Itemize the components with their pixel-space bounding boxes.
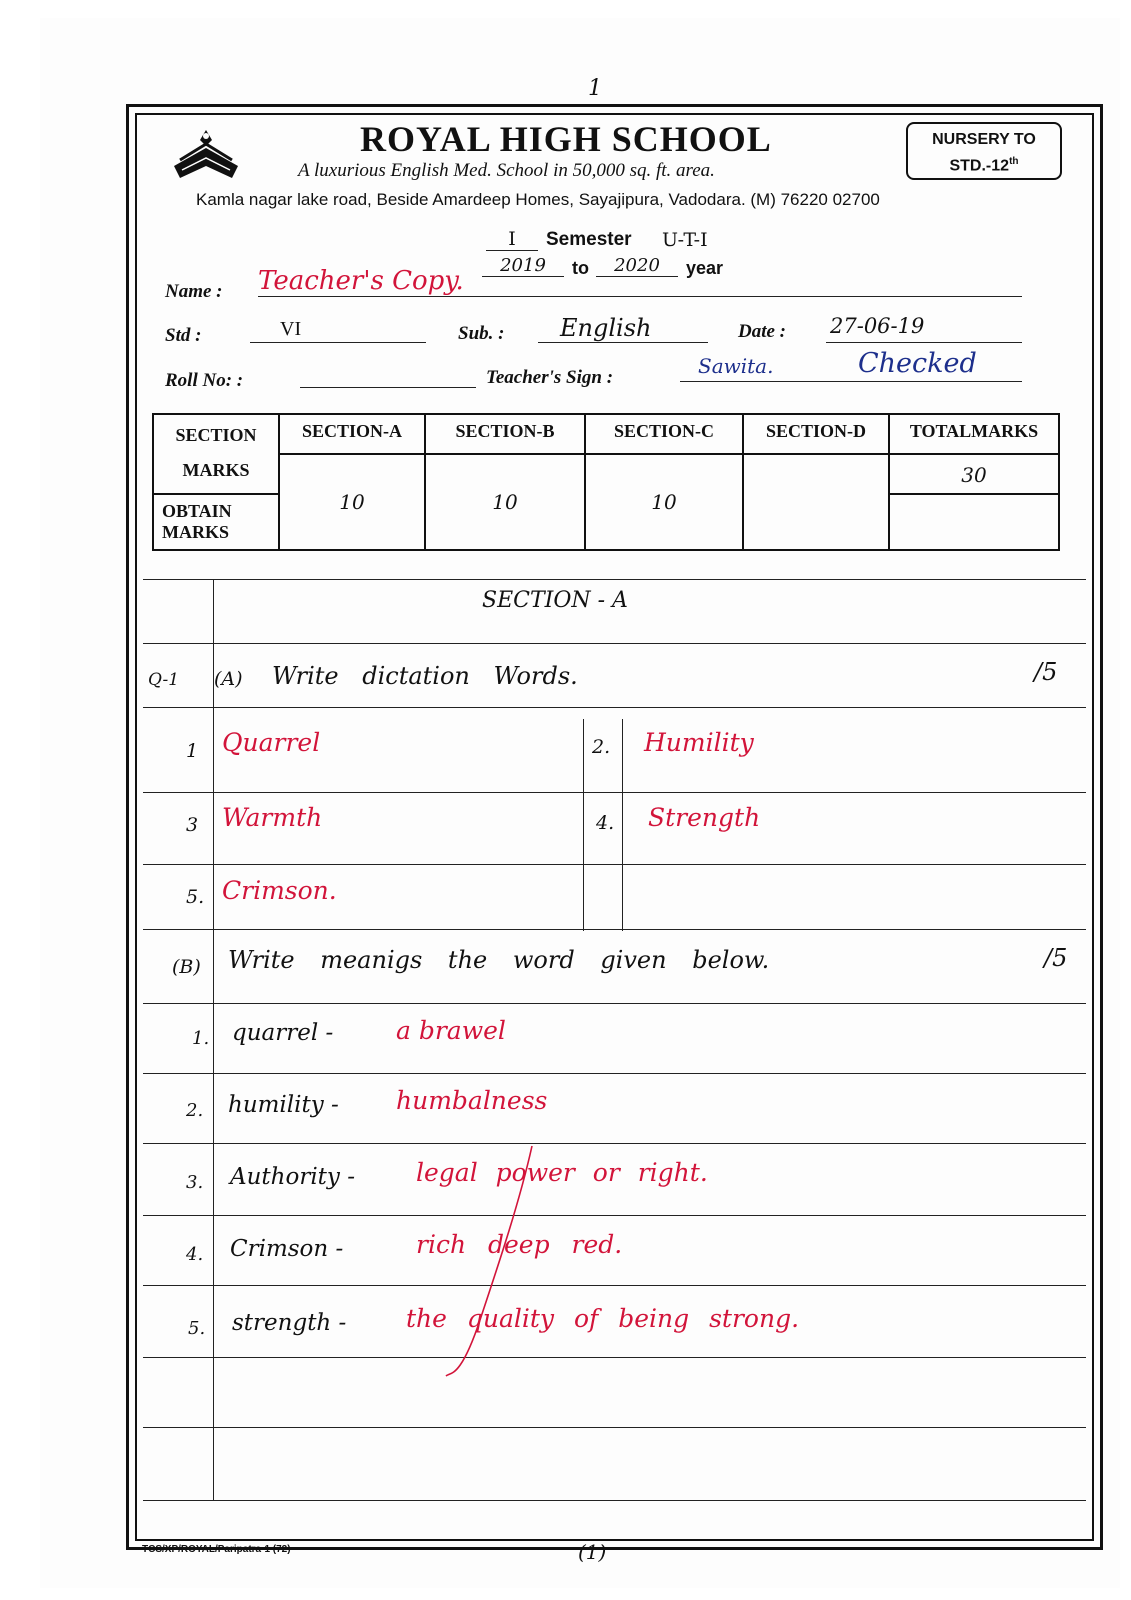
meaning-word-5: strength - <box>232 1310 347 1336</box>
marks-section-a: 10 <box>279 454 425 550</box>
marks-section-c: 10 <box>585 454 743 550</box>
school-logo-icon <box>170 126 242 188</box>
meaning-word-1: quarrel - <box>232 1020 334 1046</box>
year-to-label: to <box>572 258 589 278</box>
q1-number: Q-1 <box>148 670 180 690</box>
q1b-marks: /5 <box>1044 944 1068 972</box>
teacher-signature: Sawita. <box>698 354 774 378</box>
meaning-num-2: 2. <box>186 1100 204 1121</box>
name-label: Name : <box>165 281 223 302</box>
school-name: ROYAL HIGH SCHOOL <box>360 119 772 159</box>
section-a-heading: SECTION - A <box>482 588 628 613</box>
name-line <box>258 296 1022 297</box>
semester-label: Semester <box>546 229 632 250</box>
std-line <box>250 342 426 343</box>
std-value: VI <box>280 318 302 340</box>
meaning-answer-2: humbalness <box>396 1086 548 1115</box>
col-header-total-marks: TOTALMARKS <box>889 414 1059 454</box>
year-to: 2020 <box>596 255 678 277</box>
checked-remark: Checked <box>858 348 977 379</box>
subject-value: English <box>560 314 652 342</box>
exam-code: U-T-I <box>662 229 708 251</box>
subject-label: Sub. : <box>458 323 505 344</box>
marks-section-b: 10 <box>425 454 585 550</box>
school-tagline: A luxurious English Med. School in 50,000 sq. ft. area. <box>298 160 715 181</box>
meaning-answer-3: legal power or right. <box>416 1158 708 1187</box>
meaning-word-4: Crimson - <box>230 1236 344 1262</box>
dictation-word-1: Quarrel <box>222 728 321 757</box>
marks-total-obtained <box>889 494 1059 550</box>
form-code-footer: TCS/XP/ROYAL/Paripatra-1 (72) <box>142 1544 291 1555</box>
name-value: Teacher's Copy. <box>258 266 464 296</box>
row-header-section-marks: SECTION MARKS <box>153 414 279 494</box>
q1b-prefix: (B) <box>172 956 201 978</box>
meaning-answer-4: rich deep red. <box>416 1230 623 1259</box>
year-from: 2019 <box>482 255 564 277</box>
col-header-section-b: SECTION-B <box>425 414 585 454</box>
dictation-word-4: Strength <box>648 803 761 832</box>
meaning-word-2: humility - <box>228 1092 339 1118</box>
marks-section-d <box>743 454 889 550</box>
dictation-num-5: 5. <box>186 886 205 908</box>
badge-line-2: STD.-12th <box>949 156 1019 175</box>
std-label: Std : <box>165 325 202 346</box>
date-line <box>826 342 1022 343</box>
meaning-num-1: 1. <box>192 1028 210 1049</box>
q1a-prefix: (A) <box>214 668 243 690</box>
page-number-top: 1 <box>588 76 602 101</box>
roll-number-label: Roll No: : <box>165 370 244 391</box>
badge-line-1: NURSERY TO <box>932 131 1036 148</box>
dictation-word-5: Crimson. <box>222 876 337 905</box>
q1a-marks: /5 <box>1034 658 1058 686</box>
dictation-word-3: Warmth <box>222 803 323 832</box>
meaning-num-5: 5. <box>188 1318 206 1339</box>
row-header-obtain-marks: OBTAIN MARKS <box>153 494 279 550</box>
year-label: year <box>686 258 724 278</box>
subject-line <box>538 342 708 343</box>
meaning-answer-5: the quality of being strong. <box>406 1304 800 1333</box>
dictation-num-3: 3 <box>186 814 199 836</box>
q1a-question: Write dictation Words. <box>272 662 578 690</box>
meaning-num-3: 3. <box>186 1172 204 1193</box>
date-label: Date : <box>738 321 787 342</box>
teacher-sign-label: Teacher's Sign : <box>486 367 614 388</box>
col-header-section-c: SECTION-C <box>585 414 743 454</box>
dictation-word-2: Humility <box>644 728 754 757</box>
date-value: 27-06-19 <box>830 314 925 338</box>
school-address: Kamla nagar lake road, Beside Amardeep Homes, Sayajipura, Vadodara. (M) 76220 02700 <box>196 190 880 209</box>
semester-number: I <box>486 228 538 251</box>
q1b-question: Write meanigs the word given below. <box>228 946 770 974</box>
page-number-bottom: (1) <box>578 1540 607 1564</box>
roll-number-line <box>300 387 476 388</box>
dictation-num-4: 4. <box>596 812 615 834</box>
teacher-sign-line <box>680 381 1022 382</box>
col-header-section-a: SECTION-A <box>279 414 425 454</box>
meaning-num-4: 4. <box>186 1244 204 1265</box>
marks-table <box>152 413 1060 551</box>
col-header-section-d: SECTION-D <box>743 414 889 454</box>
meaning-word-3: Authority - <box>230 1164 355 1190</box>
dictation-num-1: 1 <box>186 740 199 762</box>
class-range-badge <box>906 122 1062 180</box>
dictation-num-2: 2. <box>592 736 611 758</box>
meaning-answer-1: a brawel <box>396 1016 506 1045</box>
check-stroke-mark <box>440 1140 540 1380</box>
marks-total: 30 <box>889 454 1059 494</box>
